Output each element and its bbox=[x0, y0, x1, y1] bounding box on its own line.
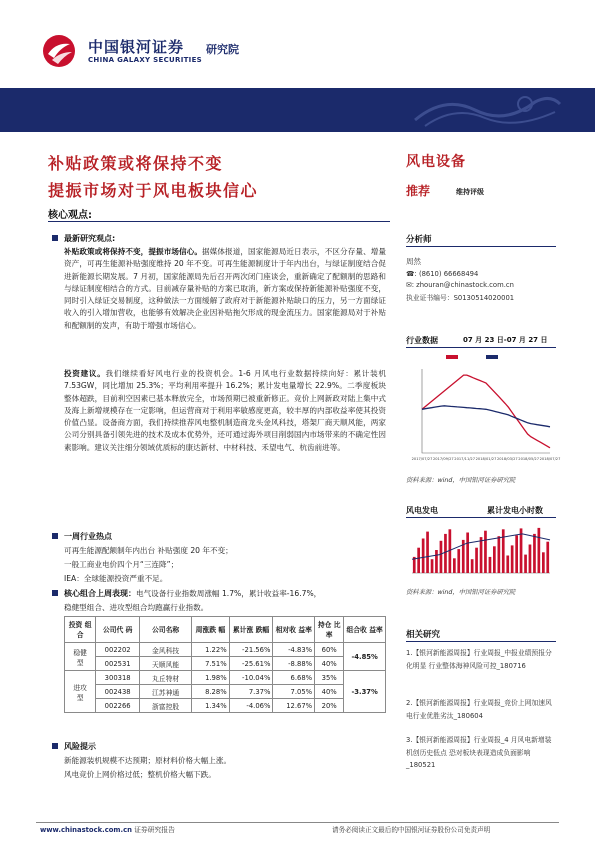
chart2-bar bbox=[475, 548, 478, 573]
chart2-bar bbox=[431, 559, 434, 573]
stock-code: 002531 bbox=[96, 657, 140, 671]
table-header: 组合收 益率 bbox=[344, 617, 386, 643]
position-ratio: 60% bbox=[315, 643, 344, 657]
industry-line-chart bbox=[406, 349, 561, 467]
section-risk-warning: 风险提示 bbox=[64, 742, 96, 751]
analyst-name: 周然 bbox=[406, 257, 421, 266]
table-header: 周涨跌 幅 bbox=[192, 617, 230, 643]
chart1-x-tick: 2017/11/27 bbox=[454, 457, 476, 461]
position-ratio: 35% bbox=[315, 671, 344, 685]
brand-name-en: CHINA GALAXY SECURITIES bbox=[88, 56, 202, 64]
stock-code: 002202 bbox=[96, 643, 140, 657]
divider bbox=[48, 221, 390, 222]
chart2-bar bbox=[542, 552, 545, 573]
stock-name: 丸丘特材 bbox=[140, 671, 192, 685]
chart2-bar bbox=[484, 531, 487, 573]
table-header: 公司名称 bbox=[140, 617, 192, 643]
group-return: -4.85% bbox=[344, 643, 386, 671]
chart1-series-line bbox=[422, 406, 550, 427]
report-title: 补贴政策或将保持不变 bbox=[48, 154, 224, 173]
chart2-bar bbox=[538, 528, 541, 573]
chart2-title-right: 累计发电小时数 bbox=[487, 506, 543, 515]
report-date: 2018 年 07 月 30 日 bbox=[367, 17, 476, 29]
core-views-heading: 核心观点: bbox=[48, 210, 92, 221]
stock-name: 浙富控股 bbox=[140, 699, 192, 713]
stock-code: 002266 bbox=[96, 699, 140, 713]
analyst-email-row bbox=[406, 281, 514, 289]
chart1-x-tick: 2018/07/27 bbox=[539, 457, 561, 461]
chart2-bar bbox=[417, 548, 420, 573]
footer-divider bbox=[36, 822, 559, 823]
relative-return: -4.83% bbox=[273, 643, 315, 657]
stock-name: 天顺风能 bbox=[140, 657, 192, 671]
chart1-x-tick: 2018/05/27 bbox=[518, 457, 540, 461]
cumulative-change: -4.06% bbox=[229, 699, 273, 713]
analyst-heading: 分析师 bbox=[406, 235, 432, 245]
chart2-bar bbox=[506, 556, 509, 574]
table-header: 投资 组合 bbox=[65, 617, 96, 643]
position-ratio: 40% bbox=[315, 657, 344, 671]
weekly-change: 1.34% bbox=[192, 699, 230, 713]
footer-url-suffix: 证券研究报告 bbox=[131, 826, 175, 834]
paragraph-subsidy-lead: 补贴政策或将保持不变，提振市场信心。 bbox=[64, 247, 203, 256]
chart2-bar bbox=[493, 546, 496, 573]
related-item[interactable]: 2.【银河新能源周报】行业周报_竞价上网加速风电行业优胜劣汰_180604 bbox=[406, 699, 552, 720]
analyst-phone-row bbox=[406, 270, 478, 278]
risk-item: 新能源装机规模不达预期；原材料价格大幅上涨。 bbox=[64, 756, 232, 765]
chart2-bar bbox=[511, 545, 514, 573]
chart1-source: 资料来源：wind，中国银河证券研究院 bbox=[406, 477, 516, 484]
chart2-source: 资料来源：wind，中国银河证券研究院 bbox=[406, 589, 516, 596]
footer-site bbox=[40, 824, 175, 834]
brand-name-cn: 中国银河证券 bbox=[88, 38, 185, 56]
analyst-phone: (8610) 66668494 bbox=[418, 270, 479, 278]
banner-dot-icon bbox=[163, 16, 174, 27]
phone-icon: ☎: bbox=[406, 270, 417, 278]
bullet-square-icon bbox=[52, 533, 58, 539]
weekly-change: 1.98% bbox=[192, 671, 230, 685]
divider bbox=[406, 347, 556, 348]
table-header: 持仓 比率 bbox=[315, 617, 344, 643]
table-header: 累计涨 跌幅 bbox=[229, 617, 273, 643]
cumulative-change: 7.37% bbox=[229, 685, 273, 699]
chart1-title: 行业数据 bbox=[406, 336, 438, 345]
footer-disclaimer: 请务必阅读正文最后的中国银河证券股份公司免责声明 bbox=[332, 826, 491, 834]
section-weekly-hotspots: 一周行业热点 bbox=[64, 532, 112, 541]
stock-code: 002438 bbox=[96, 685, 140, 699]
divider bbox=[406, 641, 556, 642]
table-row bbox=[65, 643, 386, 657]
chart2-bar bbox=[453, 558, 456, 573]
chart1-axes bbox=[422, 369, 550, 453]
cumulative-change: -25.61% bbox=[229, 657, 273, 671]
chart2-title-left: 风电发电 bbox=[406, 506, 438, 515]
analyst-email[interactable]: zhouran@chinastock.com.cn bbox=[416, 281, 514, 289]
table-header: 公司代 码 bbox=[96, 617, 140, 643]
chart2-bar bbox=[546, 542, 549, 573]
related-item[interactable]: 1.【银河新能源周报】行业周报_中报业绩预报分化明显 行业整体海神风险可控_180716 bbox=[406, 649, 552, 670]
position-ratio: 20% bbox=[315, 699, 344, 713]
footer-url[interactable]: www.chinastock.com.cn bbox=[40, 826, 132, 834]
table-header-row bbox=[65, 617, 386, 643]
email-icon: ✉: bbox=[406, 281, 414, 289]
chart2-bar bbox=[440, 541, 443, 573]
analyst-cert: 执业证书编号：S0130514020001 bbox=[406, 294, 515, 302]
divider bbox=[406, 517, 556, 518]
portfolio-summary-2: 稳健型组合、进攻型组合均跑赢行业指数。 bbox=[64, 603, 209, 612]
hotspot-item: 一般工商业电价四个月“三连降”； bbox=[64, 560, 179, 569]
header-banner bbox=[0, 88, 595, 132]
table-row bbox=[65, 699, 386, 713]
chart2-bar bbox=[444, 534, 447, 573]
position-ratio: 40% bbox=[315, 685, 344, 699]
report-subtitle: 提振市场对于风电板块信心 bbox=[48, 181, 259, 200]
rating-sector: 风电设备 bbox=[406, 154, 466, 170]
portfolio-table bbox=[64, 616, 386, 713]
chart2-bar bbox=[426, 532, 429, 573]
table-row bbox=[65, 685, 386, 699]
relative-return: -8.88% bbox=[273, 657, 315, 671]
bullet-square-icon bbox=[52, 743, 58, 749]
bullet-square-icon bbox=[52, 235, 58, 241]
chart1-x-tick: 2017/09/27 bbox=[432, 457, 454, 461]
rating-value: 推荐 bbox=[406, 184, 431, 198]
stock-name: 江苏神通 bbox=[140, 685, 192, 699]
relative-return: 6.68% bbox=[273, 671, 315, 685]
chart2-bar bbox=[457, 549, 460, 573]
section-latest-views: 最新研究观点: bbox=[64, 234, 116, 243]
paragraph-investment bbox=[64, 368, 386, 454]
chart1-series-line bbox=[422, 375, 550, 448]
chart2-bar bbox=[471, 559, 474, 573]
table-row bbox=[65, 671, 386, 685]
stock-code: 300318 bbox=[96, 671, 140, 685]
chart2-bar bbox=[533, 534, 536, 573]
stock-name: 金风科技 bbox=[140, 643, 192, 657]
chart1-legend-swatch bbox=[486, 355, 498, 359]
group-name: 进攻 型 bbox=[65, 671, 96, 713]
chart1-x-tick: 2018/01/27 bbox=[475, 457, 497, 461]
hotspot-item: IEA：全球能源投资严重不足。 bbox=[64, 574, 168, 583]
weekly-change: 8.28% bbox=[192, 685, 230, 699]
report-sector: 电气设备 bbox=[180, 17, 224, 30]
galaxy-logo-icon bbox=[42, 34, 76, 68]
divider bbox=[406, 246, 556, 247]
cumulative-change: -21.56% bbox=[229, 643, 273, 657]
hotspot-item: 可再生能源配额制年内出台 补贴强度 20 年不变； bbox=[64, 546, 233, 555]
relative-return: 7.05% bbox=[273, 685, 315, 699]
chart2-bar bbox=[422, 539, 425, 574]
chart1-x-tick: 2018/03/27 bbox=[496, 457, 518, 461]
chart1-period: 07 月 23 日-07 月 27 日 bbox=[463, 336, 548, 344]
table-header: 相对收 益率 bbox=[273, 617, 315, 643]
brand-suffix: 研究院 bbox=[206, 43, 239, 56]
related-research-heading: 相关研究 bbox=[406, 630, 441, 640]
bullet-square-icon bbox=[52, 590, 58, 596]
rating-note: 维持评级 bbox=[456, 188, 484, 196]
chart2-bar bbox=[480, 537, 483, 573]
paragraph-subsidy-body: 据媒体报道，国家能源局近日表示，不区分存量、增量资产，可再生能源补贴强度维持 20 年不变。可再生能源制度计于年内出台，与绿证制度结合促进新能源长期发展。7 月初，国家能源局先后召开两次闭门座谈会，重新确定了配额制的思路和与绿证制度相结合的方式。目前减存量补贴的方案已取消，新方案或保持新能源补贴强度不变，同时引入绿证交易制度，这种做法一方面缓解了政府对于新能源补贴缺口的压力，另一方面绿证收入的引入增加营收，也能够有效解决企业因补贴拖欠形成的现金流压力。国家能源局对于补贴和配额制的发声，有助于增强市场信心。 bbox=[64, 247, 386, 330]
table-row bbox=[65, 657, 386, 671]
chart2-bar bbox=[489, 557, 492, 573]
chart2-bar bbox=[520, 528, 523, 573]
chart2-bar bbox=[529, 545, 532, 574]
portfolio-summary: 电气设备行业指数周涨幅 1.7%，累计收益率-16.7%， bbox=[136, 589, 322, 598]
relative-return: 12.67% bbox=[273, 699, 315, 713]
chart2-bar bbox=[466, 533, 469, 574]
banner-cloud-pattern-icon bbox=[405, 90, 565, 130]
chart1-x-tick: 2017/07/27 bbox=[411, 457, 433, 461]
paragraph-subsidy bbox=[64, 246, 386, 332]
weekly-change: 1.22% bbox=[192, 643, 230, 657]
chart2-bar bbox=[498, 536, 501, 573]
generation-hours-chart bbox=[406, 519, 556, 579]
risk-item: 风电竞价上网价格过低；整机价格大幅下跌。 bbox=[64, 770, 216, 779]
paragraph-investment-body: 我们继续看好风电行业的投资机会。1-6 月风电行业数据持续向好：累计装机 7.53GW，同比增加 25.3%；平均利用率提升 16.2%；累计发电量增长 22.9%。二季度板块整体超跌，目前利空因素已基本释放完全，市场预期已被重新修正。竞价上网新政对陆上集中式及海上新增规模存在一定影响，但运营商对于利用率敏感度更高，较丰厚的内部收益率使其投资价值凸显。设备商方面，我们持续推荐风电整机制造商龙头金风科技，塔架厂商天顺风能，两家公司分别具备引领先进的技术及成本优势外，还可通过海外项目削弱国内市场带来的不确定性因素影响。建议关注细分领域优质标的康达新材、中材科技、禾望电气、杭齿前进等。 bbox=[64, 369, 386, 452]
chart2-bar bbox=[435, 550, 438, 573]
chart1-legend-swatch bbox=[446, 355, 458, 359]
cumulative-change: -10.04% bbox=[229, 671, 273, 685]
paragraph-investment-lead: 投资建议。 bbox=[64, 369, 106, 378]
related-item[interactable]: 3.【银河新能源周报】行业周报_4 月风电新增装机创历史低点 恐对板块表现造成负面影响_180521 bbox=[406, 736, 552, 769]
weekly-change: 7.51% bbox=[192, 657, 230, 671]
chart2-bar bbox=[524, 555, 527, 573]
chart2-bar bbox=[502, 529, 505, 573]
section-portfolio-performance: 核心组合上周表现： bbox=[64, 589, 136, 598]
group-name: 稳健 型 bbox=[65, 643, 96, 671]
report-type: 行业研究报告 bbox=[40, 17, 106, 30]
group-return: -3.37% bbox=[344, 671, 386, 713]
chart2-bar bbox=[515, 535, 518, 573]
